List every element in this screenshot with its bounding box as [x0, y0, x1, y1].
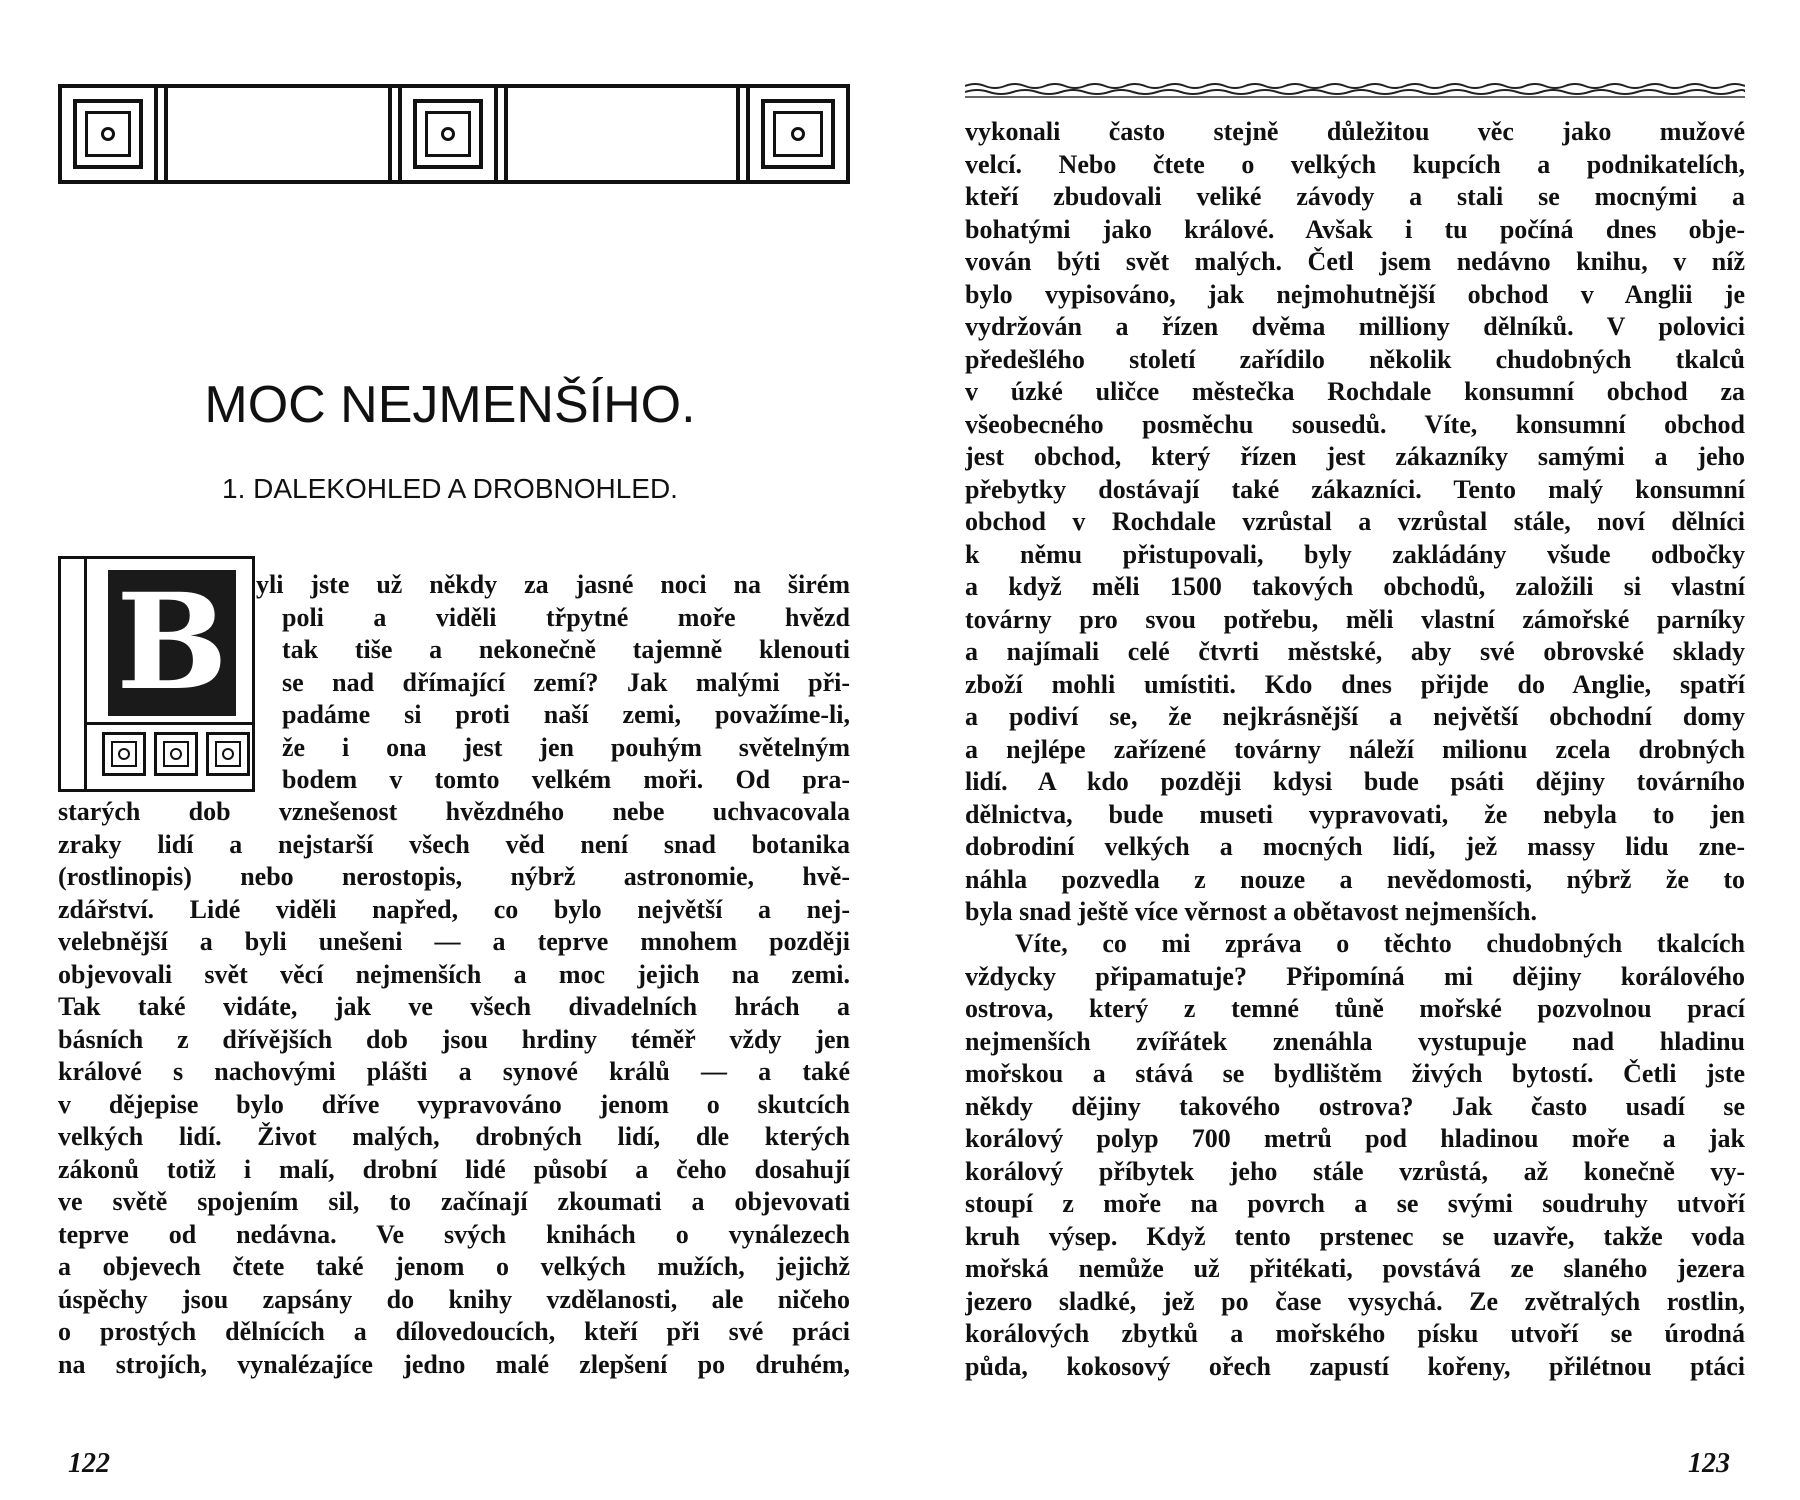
text-line: mořskou a stává se bydlištěm živých bytostí. Četli jste — [965, 1059, 1745, 1088]
text-line: ve světě spojením sil, to začínají zkoumati a objevovati — [58, 1187, 850, 1216]
text-line: kruh výsep. Když tento prstenec se uzavře, takže voda — [965, 1221, 1745, 1251]
text-line: korálových zbytků a mořského písku utvoří se úrodná — [965, 1319, 1745, 1348]
text-line: Víte, co mi zpráva o těchto chudobných tkalcích — [1015, 929, 1745, 958]
text-line: a najímali celé čtvrti městské, aby své obrovské sklady — [965, 637, 1745, 666]
text-line: bylo vypisováno, jak nejmohutnější obchod v Anglii je — [965, 279, 1745, 309]
text-line: že i ona jest jen pouhým světelným — [282, 732, 850, 762]
text-line: o prostých dělnících a dílovedoucích, kteří při své práci — [58, 1317, 850, 1346]
chapter-title: MOC NEJMENŠÍHO. — [204, 376, 696, 434]
text-line: poli a viděli třpytné moře hvězd — [282, 602, 850, 632]
text-line: lidí. A kdo později kdysi bude psáti dějiny továrního — [965, 767, 1745, 796]
text-line: se nad dřímající zemí? Jak malými při- — [282, 667, 850, 697]
drop-cap-letter: B — [116, 565, 228, 720]
text-line: kteří zbudovali veliké závody a stali se mocnými a — [965, 182, 1745, 211]
page-number: 123 — [1688, 1448, 1730, 1479]
text-line: vován býti svět malých. Četl jsem nedávno knihu, v níž — [965, 247, 1745, 276]
text-line: velebnější a byli unešeni — a teprve mnohem později — [58, 927, 850, 956]
text-line: zákonů totiž i malí, drobní lidé působí a čeho dosahují — [58, 1154, 850, 1184]
text-line: náhla pozvedla z nouze a nevědomosti, nýbrž že to — [965, 864, 1745, 894]
text-line: jest obchod, který řízen jest zákazníky samými a jeho — [965, 442, 1745, 471]
text-line: (rostlinopis) nebo nerostopis, nýbrž astronomie, hvě- — [58, 862, 850, 891]
text-line: velkých lidí. Život malých, drobných lidí, dle kterých — [58, 1122, 850, 1151]
right-body-paragraph-2 — [965, 928, 1745, 1383]
text-line: úspěchy jsou zapsány do knihy vzdělanosti, ale ničeho — [58, 1284, 850, 1314]
text-line: a objevech čtete také jenom o velkých mužích, jejichž — [58, 1252, 850, 1281]
text-line: nejmenších zvířátek znenáhla vystupuje nad hladinu — [965, 1026, 1745, 1056]
wavy-rule-icon — [965, 78, 1745, 100]
text-line: někdy dějiny takového ostrova? Jak často usadí se — [965, 1091, 1745, 1121]
text-line: dělnictva, bude museti vypravovati, že nebyla to jen — [965, 799, 1745, 829]
text-line: stoupí z moře na povrch a se svými soudruhy utvoří — [965, 1189, 1745, 1218]
text-line: korálový polyp 700 metrů pod hladinou moře a jak — [965, 1124, 1745, 1153]
text-line: půda, kokosový ořech zapustí kořeny, přilétnou ptáci — [965, 1351, 1745, 1381]
text-line: zdářství. Lidé viděli napřed, co bylo největší a nej- — [58, 894, 850, 924]
text-line: dobrodiní velkých a mocných lidí, jež massy lidu zne- — [965, 832, 1745, 861]
text-line: starých dob vznešenost hvězdného nebe uchvacovala — [58, 797, 850, 826]
ornamental-border-icon — [58, 84, 850, 184]
text-line: v dějepise bylo dříve vypravováno jenom o skutcích — [58, 1089, 850, 1119]
text-line: objevovali svět věcí nejmenších a moc jejich na zemi. — [58, 959, 850, 989]
text-line: yli jste už někdy za jasné noci na širém — [256, 570, 850, 599]
text-line: na strojích, vynalézajíce jedno malé zlepšení po druhém, — [58, 1349, 850, 1379]
text-line: korálový příbytek jeho stále vzrůstá, až konečně vy- — [965, 1156, 1745, 1186]
text-line: zraky lidí a nejstarší všech věd není snad botanika — [58, 829, 850, 859]
text-line: bohatými jako králové. Avšak i tu počíná dnes obje- — [965, 214, 1745, 244]
text-line: tak tiše a nekonečně tajemně klenouti — [282, 635, 850, 664]
text-line: padáme si proti naší zemi, považíme-li, — [282, 700, 850, 729]
text-line: a podiví se, že nejkrásnější a největší obchodní domy — [965, 702, 1745, 731]
right-body-paragraph-1 — [965, 116, 1745, 929]
left-body — [58, 796, 850, 1381]
text-line: všeobecného posměchu sousedů. Víte, konsumní obchod — [965, 409, 1745, 439]
text-line: a když měli 1500 takových obchodů, založili si vlastní — [965, 572, 1745, 601]
page-number: 122 — [68, 1448, 110, 1479]
text-line: mořská nemůže už přitékati, povstává ze slaného jezera — [965, 1254, 1745, 1283]
initial-paragraph — [256, 569, 850, 797]
text-line: vykonali často stejně důležitou věc jako mužové — [965, 117, 1745, 146]
text-line: obchod v Rochdale vzrůstal a vzrůstal stále, noví dělníci — [965, 507, 1745, 536]
section-heading: 1. DALEKOHLED A DROBNOHLED. — [222, 473, 678, 504]
text-line: králové s nachovými plášti a synové králů — a také — [58, 1057, 850, 1086]
text-line: velcí. Nebo čtete o velkých kupcích a podnikatelích, — [965, 149, 1745, 179]
text-line: vydržován a řízen dvěma milliony dělníků. V polovici — [965, 312, 1745, 341]
text-line: ostrova, který z temné tůně mořské pozvolnou prací — [965, 994, 1745, 1023]
text-line: teprve od nedávna. Ve svých knihách o vynálezech — [58, 1219, 850, 1249]
text-line: byla snad ještě více věrnost a obětavost nejmenších. — [965, 897, 1537, 926]
text-line: a nejlépe zařízené továrny náleží milionu zcela drobných — [965, 734, 1745, 764]
text-line: vždycky připamatuje? Připomíná mi dějiny korálového — [965, 961, 1745, 991]
text-line: básních z dřívějších dob jsou hrdiny téměř vždy jen — [58, 1024, 850, 1054]
text-line: továrny pro svou potřebu, měli vlastní zámořské parníky — [965, 604, 1745, 634]
text-line: přebytky dostávají také zákazníci. Tento malý konsumní — [965, 474, 1745, 504]
text-line: Tak také vidáte, jak ve všech divadelních hrách a — [58, 992, 850, 1021]
text-line: bodem v tomto velkém moři. Od pra- — [282, 765, 850, 794]
text-line: k němu přistupovali, byly zakládány všude odbočky — [965, 539, 1745, 569]
text-line: předešlého století zařídilo několik chudobných tkalců — [965, 344, 1745, 374]
text-line: jezero sladké, jež po čase vysychá. Ze zvětralých rostlin, — [965, 1286, 1745, 1316]
text-line: v úzké uličce městečka Rochdale konsumní obchod za — [965, 377, 1745, 406]
text-line: zboží mohli umístiti. Kdo dnes přijde do Anglie, spatří — [965, 669, 1745, 699]
ornamental-initial-icon — [58, 556, 255, 796]
